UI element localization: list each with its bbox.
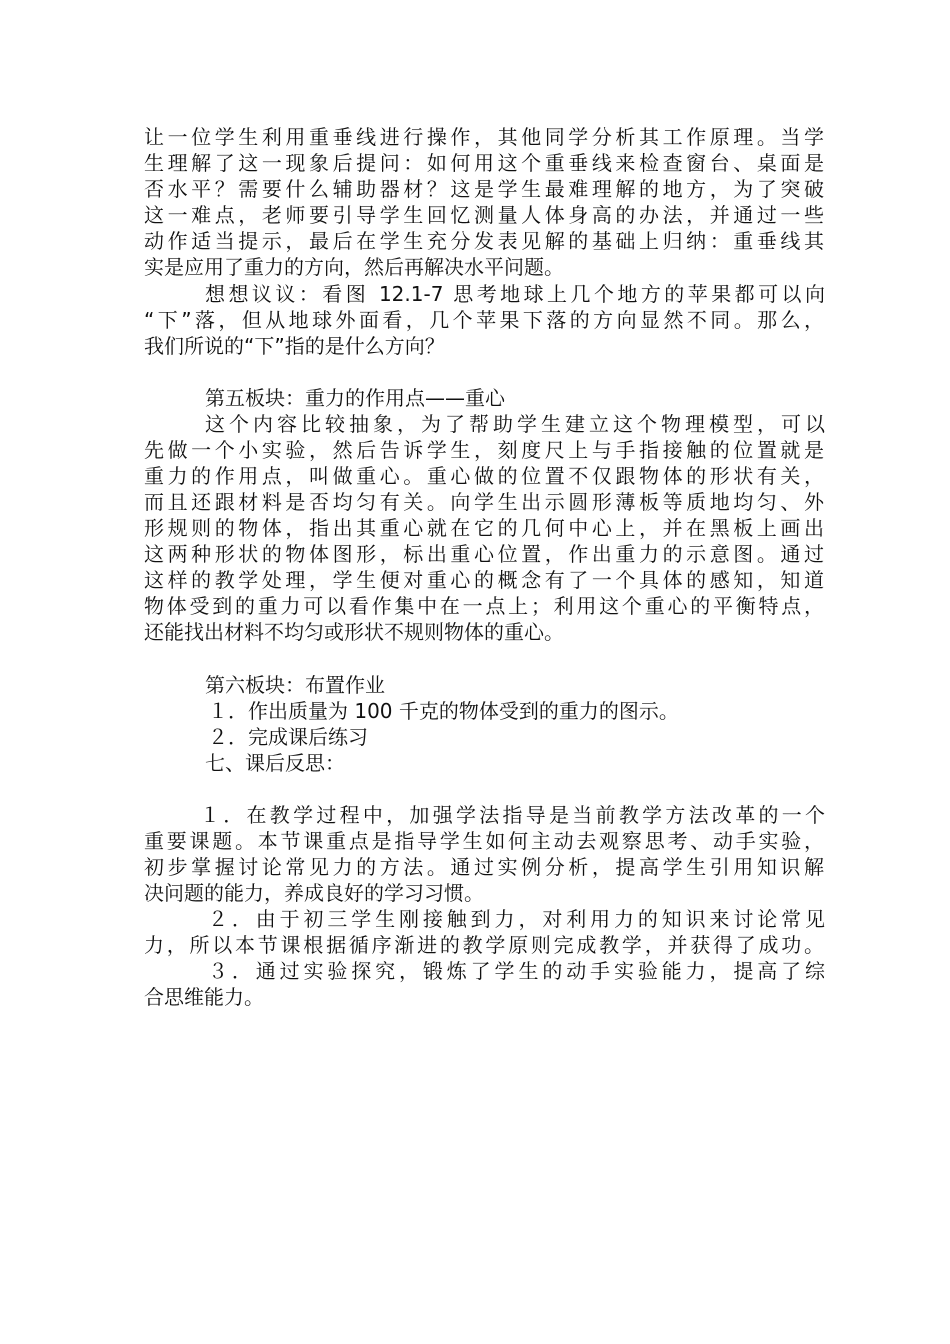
paragraph-line: 这样的教学处理，学生便对重心的概念有了一个具体的感知，知道: [144, 568, 824, 592]
paragraph-line: 形规则的物体，指出其重心就在它的几何中心上，并在黑板上画出: [144, 516, 824, 540]
section-heading: 第五板块：重力的作用点——重心: [205, 386, 505, 410]
paragraph-line: 这两种形状的物体图形，标出重心位置，作出重力的示意图。通过: [144, 542, 824, 566]
paragraph-line: 这一难点，老师要引导学生回忆测量人体身高的办法，并通过一些: [144, 203, 824, 227]
paragraph-line: 想想议议：看图 12.1-7 思考地球上几个地方的苹果都可以向: [205, 282, 825, 306]
paragraph-line: 让一位学生利用重垂线进行操作，其他同学分析其工作原理。当学: [144, 125, 824, 149]
paragraph-line: 这个内容比较抽象，为了帮助学生建立这个物理模型，可以: [205, 412, 825, 436]
paragraph-line: ２．由于初三学生刚接触到力，对利用力的知识来讨论常见: [208, 907, 825, 931]
paragraph-line: “下”落，但从地球外面看，几个苹果下落的方向显然不同。那么，: [144, 308, 824, 332]
paragraph-line: 还能找出材料不均匀或形状不规则物体的重心。: [144, 620, 564, 644]
paragraph-line: 初步掌握讨论常见力的方法。通过实例分析，提高学生引用知识解: [144, 855, 824, 879]
paragraph-line: 决问题的能力，养成良好的学习习惯。: [144, 881, 484, 905]
paragraph-line: 否水平？需要什么辅助器材？这是学生最难理解的地方，为了突破: [144, 177, 824, 201]
paragraph-line: 先做一个小实验，然后告诉学生，刻度尺上与手指接触的位置就是: [144, 438, 824, 462]
paragraph-line: 实是应用了重力的方向，然后再解决水平问题。: [144, 255, 564, 279]
homework-item: １．作出质量为 100 千克的物体受到的重力的图示。: [208, 699, 679, 723]
paragraph-line: 重力的作用点，叫做重心。重心做的位置不仅跟物体的形状有关，: [144, 464, 824, 488]
paragraph-line: 重要课题。本节课重点是指导学生如何主动去观察思考、动手实验，: [144, 829, 824, 853]
paragraph-line: １．在教学过程中，加强学法指导是当前教学方法改革的一个: [200, 803, 825, 827]
paragraph-line: 物体受到的重力可以看作集中在一点上；利用这个重心的平衡特点，: [144, 594, 824, 618]
paragraph-line: 我们所说的“下”指的是什么方向？: [144, 334, 445, 358]
section-heading: 第六板块：布置作业: [205, 673, 385, 697]
paragraph-line: 力，所以本节课根据循序渐进的教学原则完成教学，并获得了成功。: [144, 933, 824, 957]
paragraph-line: 生理解了这一现象后提问：如何用这个重垂线来检查窗台、桌面是: [144, 151, 824, 175]
paragraph-line: 动作适当提示，最后在学生充分发表见解的基础上归纳：重垂线其: [144, 229, 824, 253]
homework-item: ２．完成课后练习: [208, 725, 368, 749]
paragraph-line: ３．通过实验探究，锻炼了学生的动手实验能力，提高了综: [208, 959, 825, 983]
section-heading: 七、课后反思：: [205, 751, 345, 775]
paragraph-line: 合思维能力。: [144, 985, 264, 1009]
paragraph-line: 而且还跟材料是否均匀有关。向学生出示圆形薄板等质地均匀、外: [144, 490, 824, 514]
